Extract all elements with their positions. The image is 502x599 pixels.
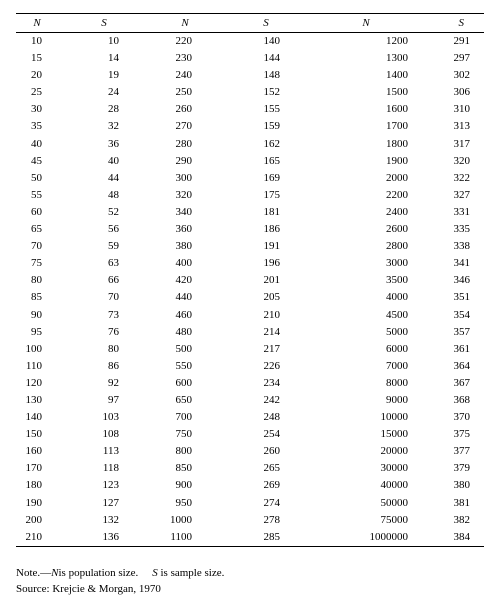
- cell-sample-size: 108: [102, 428, 119, 441]
- cell-sample-size: 48: [108, 188, 119, 201]
- cell-population-size: 260: [175, 103, 192, 116]
- table-row: [16, 50, 484, 67]
- cell-population-size: 85: [31, 291, 42, 304]
- cell-sample-size: 382: [453, 513, 470, 526]
- cell-population-size: 950: [175, 496, 192, 509]
- table-row: [16, 358, 484, 375]
- cell-population-size: 4500: [386, 308, 408, 321]
- cell-sample-size: 379: [453, 462, 470, 475]
- cell-sample-size: 103: [102, 411, 119, 424]
- cell-population-size: 20000: [380, 445, 408, 458]
- cell-population-size: 700: [175, 411, 192, 424]
- table-note: [16, 567, 224, 580]
- cell-population-size: 2800: [386, 240, 408, 253]
- table-row: [16, 409, 484, 426]
- table-row: [16, 33, 484, 51]
- table-body: [16, 33, 484, 547]
- table-row: [16, 170, 484, 187]
- cell-population-size: 850: [175, 462, 192, 475]
- cell-population-size: 9000: [386, 393, 408, 406]
- cell-sample-size: 269: [263, 479, 280, 492]
- cell-sample-size: 36: [108, 137, 119, 150]
- cell-population-size: 6000: [386, 342, 408, 355]
- cell-sample-size: 320: [453, 154, 470, 167]
- cell-population-size: 5000: [386, 325, 408, 338]
- cell-population-size: 270: [175, 120, 192, 133]
- cell-sample-size: 248: [263, 411, 280, 424]
- cell-population-size: 380: [175, 240, 192, 253]
- cell-population-size: 55: [31, 188, 42, 201]
- cell-sample-size: 32: [108, 120, 119, 133]
- cell-sample-size: 210: [263, 308, 280, 321]
- table-row: [16, 136, 484, 153]
- cell-sample-size: 113: [102, 445, 119, 458]
- cell-sample-size: 367: [453, 376, 470, 389]
- table-row: [16, 289, 484, 306]
- table-source: Source: Krejcie & Morgan, 1970: [16, 583, 161, 595]
- cell-population-size: 45: [31, 154, 42, 167]
- table-row: [16, 426, 484, 443]
- cell-sample-size: 19: [108, 69, 119, 82]
- table-row: [16, 324, 484, 341]
- table-row: [16, 460, 484, 477]
- cell-population-size: 800: [175, 445, 192, 458]
- cell-sample-size: 28: [108, 103, 119, 116]
- cell-sample-size: 148: [263, 69, 280, 82]
- cell-population-size: 420: [175, 274, 192, 287]
- cell-sample-size: 52: [108, 205, 119, 218]
- cell-sample-size: 361: [453, 342, 470, 355]
- cell-population-size: 95: [31, 325, 42, 338]
- cell-sample-size: 165: [263, 154, 280, 167]
- note-s-text: is sample size.: [160, 567, 225, 579]
- cell-population-size: 15000: [380, 428, 408, 441]
- cell-sample-size: 341: [453, 257, 470, 270]
- header-row: [16, 14, 484, 33]
- cell-sample-size: 297: [453, 52, 470, 65]
- cell-population-size: 900: [175, 479, 192, 492]
- cell-sample-size: 346: [453, 274, 470, 287]
- cell-sample-size: 63: [108, 257, 119, 270]
- cell-population-size: 340: [175, 205, 192, 218]
- cell-sample-size: 234: [263, 376, 280, 389]
- cell-sample-size: 132: [102, 513, 119, 526]
- cell-sample-size: 56: [108, 223, 119, 236]
- cell-population-size: 500: [175, 342, 192, 355]
- cell-population-size: 220: [175, 35, 192, 47]
- cell-population-size: 1700: [386, 120, 408, 133]
- cell-population-size: 150: [25, 428, 42, 441]
- cell-population-size: 1100: [170, 530, 192, 543]
- cell-population-size: 100: [25, 342, 42, 355]
- cell-population-size: 10: [31, 35, 42, 47]
- cell-population-size: 7000: [386, 359, 408, 372]
- cell-population-size: 240: [175, 69, 192, 82]
- cell-population-size: 170: [25, 462, 42, 475]
- cell-sample-size: 97: [108, 393, 119, 406]
- cell-sample-size: 118: [102, 462, 119, 475]
- cell-sample-size: 302: [453, 69, 470, 82]
- cell-population-size: 2600: [386, 223, 408, 236]
- cell-population-size: 8000: [386, 376, 408, 389]
- cell-population-size: 15: [31, 52, 42, 65]
- cell-population-size: 1200: [386, 35, 408, 47]
- cell-population-size: 25: [31, 86, 42, 99]
- sample-size-table-container: [16, 13, 484, 547]
- cell-sample-size: 144: [263, 52, 280, 65]
- cell-population-size: 60: [31, 205, 42, 218]
- cell-population-size: 40: [31, 137, 42, 150]
- table-row: [16, 272, 484, 289]
- cell-sample-size: 265: [263, 462, 280, 475]
- cell-population-size: 4000: [386, 291, 408, 304]
- cell-sample-size: 377: [453, 445, 470, 458]
- note-s-symbol: S: [152, 567, 158, 579]
- cell-sample-size: 80: [108, 342, 119, 355]
- cell-population-size: 480: [175, 325, 192, 338]
- header-sample-size: S: [101, 17, 107, 29]
- cell-population-size: 250: [175, 86, 192, 99]
- table-row: [16, 341, 484, 358]
- table-row: [16, 221, 484, 238]
- table-row: [16, 238, 484, 255]
- cell-sample-size: 313: [453, 120, 470, 133]
- cell-population-size: 1300: [386, 52, 408, 65]
- cell-sample-size: 254: [263, 428, 280, 441]
- sample-size-table: [16, 13, 484, 547]
- cell-population-size: 40000: [380, 479, 408, 492]
- cell-population-size: 75: [31, 257, 42, 270]
- cell-sample-size: 354: [453, 308, 470, 321]
- cell-population-size: 550: [175, 359, 192, 372]
- cell-population-size: 2400: [386, 205, 408, 218]
- cell-population-size: 1600: [386, 103, 408, 116]
- cell-sample-size: 364: [453, 359, 470, 372]
- cell-sample-size: 181: [263, 205, 280, 218]
- cell-population-size: 230: [175, 52, 192, 65]
- header-sample-size: S: [263, 17, 269, 29]
- cell-sample-size: 44: [108, 171, 119, 184]
- note-prefix: Note.—: [16, 567, 52, 579]
- table-row: [16, 67, 484, 84]
- cell-population-size: 280: [175, 137, 192, 150]
- cell-sample-size: 260: [263, 445, 280, 458]
- cell-sample-size: 317: [453, 137, 470, 150]
- cell-sample-size: 338: [453, 240, 470, 253]
- cell-population-size: 1900: [386, 154, 408, 167]
- cell-population-size: 90: [31, 308, 42, 321]
- cell-population-size: 10000: [380, 411, 408, 424]
- cell-sample-size: 242: [263, 393, 280, 406]
- cell-population-size: 650: [175, 393, 192, 406]
- cell-sample-size: 274: [263, 496, 280, 509]
- header-sample-size: S: [458, 17, 464, 29]
- cell-sample-size: 86: [108, 359, 119, 372]
- header-population-size: N: [181, 17, 189, 29]
- cell-sample-size: 140: [263, 35, 280, 47]
- cell-population-size: 750: [175, 428, 192, 441]
- table-row: [16, 477, 484, 494]
- table-row: [16, 495, 484, 512]
- cell-population-size: 180: [25, 479, 42, 492]
- cell-sample-size: 66: [108, 274, 119, 287]
- cell-sample-size: 201: [263, 274, 280, 287]
- cell-population-size: 290: [175, 154, 192, 167]
- cell-sample-size: 322: [453, 171, 470, 184]
- cell-population-size: 210: [25, 530, 42, 543]
- table-row: [16, 153, 484, 170]
- table-header: [16, 14, 484, 33]
- cell-population-size: 440: [175, 291, 192, 304]
- cell-sample-size: 226: [263, 359, 280, 372]
- cell-sample-size: 70: [108, 291, 119, 304]
- table-row: [16, 204, 484, 221]
- cell-sample-size: 186: [263, 223, 280, 236]
- cell-population-size: 110: [25, 359, 42, 372]
- cell-sample-size: 10: [108, 35, 119, 47]
- cell-sample-size: 375: [453, 428, 470, 441]
- cell-sample-size: 14: [108, 52, 119, 65]
- header-population-size: N: [33, 17, 41, 29]
- cell-population-size: 400: [175, 257, 192, 270]
- cell-sample-size: 380: [453, 479, 470, 492]
- cell-population-size: 600: [175, 376, 192, 389]
- cell-population-size: 120: [25, 376, 42, 389]
- cell-population-size: 3000: [386, 257, 408, 270]
- cell-population-size: 50000: [380, 496, 408, 509]
- cell-population-size: 1400: [386, 69, 408, 82]
- cell-population-size: 1000: [170, 513, 192, 526]
- table-row: [16, 392, 484, 409]
- table-row: [16, 187, 484, 204]
- cell-population-size: 50: [31, 171, 42, 184]
- cell-sample-size: 123: [102, 479, 119, 492]
- cell-sample-size: 191: [263, 240, 280, 253]
- table-row: [16, 118, 484, 135]
- cell-sample-size: 40: [108, 154, 119, 167]
- cell-sample-size: 368: [453, 393, 470, 406]
- header-population-size: N: [362, 17, 370, 29]
- cell-population-size: 70: [31, 240, 42, 253]
- cell-sample-size: 136: [102, 530, 119, 543]
- cell-population-size: 1500: [386, 86, 408, 99]
- cell-sample-size: 384: [453, 530, 470, 543]
- cell-population-size: 1800: [386, 137, 408, 150]
- cell-sample-size: 381: [453, 496, 470, 509]
- cell-population-size: 130: [25, 393, 42, 406]
- cell-population-size: 2200: [386, 188, 408, 201]
- cell-population-size: 75000: [380, 513, 408, 526]
- cell-population-size: 190: [25, 496, 42, 509]
- cell-population-size: 200: [25, 513, 42, 526]
- cell-sample-size: 162: [263, 137, 280, 150]
- cell-sample-size: 155: [263, 103, 280, 116]
- cell-population-size: 460: [175, 308, 192, 321]
- cell-sample-size: 335: [453, 223, 470, 236]
- cell-population-size: 360: [175, 223, 192, 236]
- table-row: [16, 307, 484, 324]
- cell-sample-size: 357: [453, 325, 470, 338]
- cell-sample-size: 24: [108, 86, 119, 99]
- cell-sample-size: 196: [263, 257, 280, 270]
- cell-sample-size: 76: [108, 325, 119, 338]
- cell-sample-size: 152: [263, 86, 280, 99]
- table-row: [16, 375, 484, 392]
- note-n-symbol: N: [51, 567, 59, 579]
- table-row: [16, 255, 484, 272]
- cell-population-size: 1000000: [369, 530, 408, 543]
- cell-sample-size: 175: [263, 188, 280, 201]
- cell-sample-size: 285: [263, 530, 280, 543]
- table-row: [16, 443, 484, 460]
- cell-sample-size: 331: [453, 205, 470, 218]
- cell-sample-size: 127: [102, 496, 119, 509]
- cell-sample-size: 291: [453, 35, 470, 47]
- cell-sample-size: 370: [453, 411, 470, 424]
- cell-sample-size: 310: [453, 103, 470, 116]
- cell-sample-size: 217: [263, 342, 280, 355]
- cell-sample-size: 59: [108, 240, 119, 253]
- cell-sample-size: 214: [263, 325, 280, 338]
- cell-sample-size: 205: [263, 291, 280, 304]
- cell-sample-size: 327: [453, 188, 470, 201]
- cell-population-size: 140: [25, 411, 42, 424]
- cell-sample-size: 306: [453, 86, 470, 99]
- cell-population-size: 80: [31, 274, 42, 287]
- table-row: [16, 529, 484, 547]
- table-row: [16, 101, 484, 118]
- cell-population-size: 320: [175, 188, 192, 201]
- cell-population-size: 300: [175, 171, 192, 184]
- cell-sample-size: 351: [453, 291, 470, 304]
- cell-population-size: 160: [25, 445, 42, 458]
- note-n-text: is population size.: [58, 567, 139, 579]
- cell-population-size: 30: [31, 103, 42, 116]
- table-row: [16, 84, 484, 101]
- cell-sample-size: 92: [108, 376, 119, 389]
- cell-population-size: 30000: [380, 462, 408, 475]
- cell-population-size: 35: [31, 120, 42, 133]
- cell-sample-size: 169: [263, 171, 280, 184]
- cell-sample-size: 159: [263, 120, 280, 133]
- cell-sample-size: 73: [108, 308, 119, 321]
- cell-population-size: 20: [31, 69, 42, 82]
- cell-population-size: 65: [31, 223, 42, 236]
- cell-population-size: 2000: [386, 171, 408, 184]
- cell-population-size: 3500: [386, 274, 408, 287]
- cell-sample-size: 278: [263, 513, 280, 526]
- table-row: [16, 512, 484, 529]
